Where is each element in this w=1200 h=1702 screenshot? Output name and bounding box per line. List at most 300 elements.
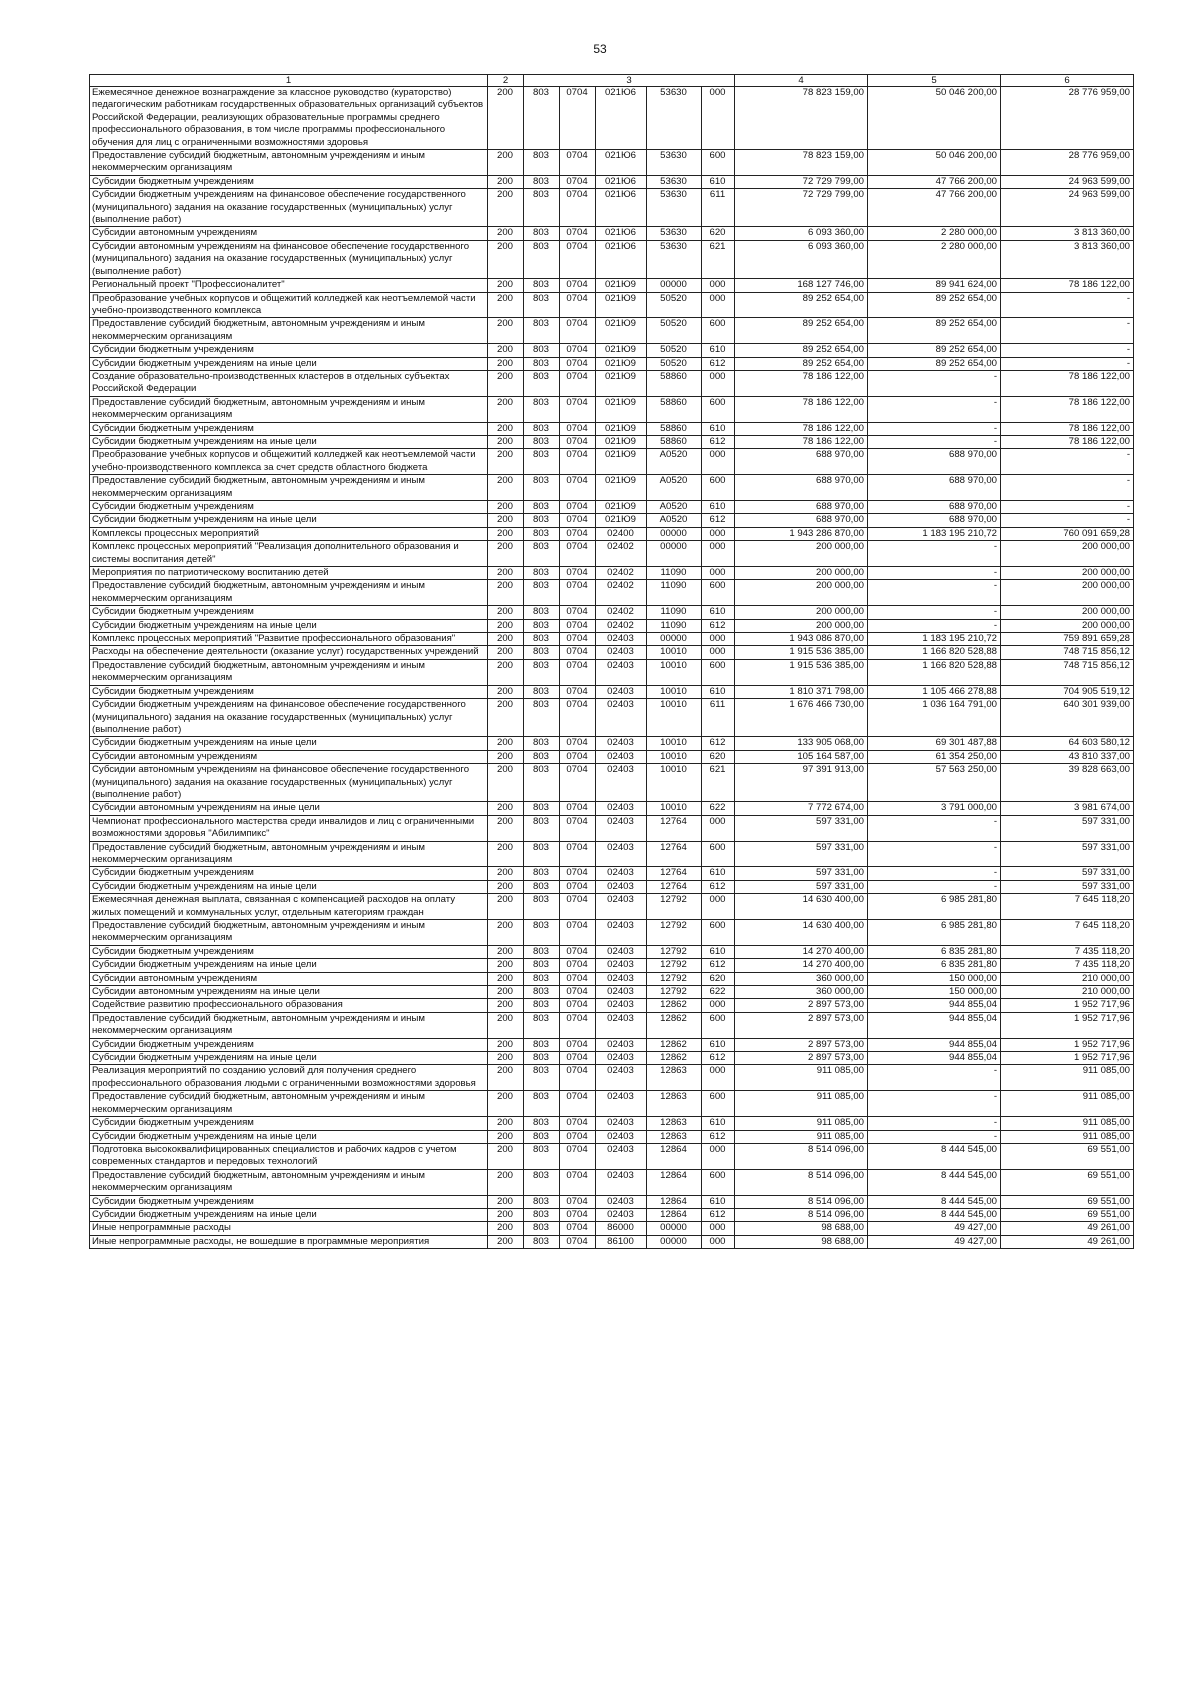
header-cell: 5 bbox=[868, 75, 1001, 87]
row-name: Субсидии бюджетным учреждениям bbox=[90, 1195, 488, 1208]
table-row bbox=[90, 318, 1134, 344]
code-program: 02403 bbox=[596, 1169, 647, 1195]
code-type: 600 bbox=[702, 841, 735, 867]
amount-col5: 1 183 195 210,72 bbox=[868, 527, 1001, 540]
code-program: 021Ю9 bbox=[596, 292, 647, 318]
table-row bbox=[90, 227, 1134, 240]
code-admin: 200 bbox=[488, 986, 524, 999]
amount-col6: 759 891 659,28 bbox=[1001, 633, 1134, 646]
code-type: 000 bbox=[702, 1065, 735, 1091]
table-row bbox=[90, 541, 1134, 567]
code-admin: 200 bbox=[488, 867, 524, 880]
amount-col6: 78 186 122,00 bbox=[1001, 422, 1134, 435]
code-direction: 12864 bbox=[647, 1169, 702, 1195]
amount-total: 78 823 159,00 bbox=[735, 150, 868, 176]
code-admin: 200 bbox=[488, 1065, 524, 1091]
row-name: Преобразование учебных корпусов и общежитий колледжей как неотъемлемой части учебно-производственного комплекса за счет средств областного бюджета bbox=[90, 449, 488, 475]
amount-col5: 89 941 624,00 bbox=[868, 279, 1001, 292]
code-type: 000 bbox=[702, 279, 735, 292]
amount-col6: 69 551,00 bbox=[1001, 1208, 1134, 1221]
amount-col5: - bbox=[868, 880, 1001, 893]
amount-col5: - bbox=[868, 1117, 1001, 1130]
table-row bbox=[90, 945, 1134, 958]
code-admin: 200 bbox=[488, 370, 524, 396]
code-admin: 200 bbox=[488, 475, 524, 501]
table-row bbox=[90, 802, 1134, 815]
amount-col5: 150 000,00 bbox=[868, 986, 1001, 999]
amount-col6: 200 000,00 bbox=[1001, 580, 1134, 606]
code-program: 02403 bbox=[596, 1208, 647, 1221]
code-program: 02403 bbox=[596, 1195, 647, 1208]
amount-total: 688 970,00 bbox=[735, 449, 868, 475]
amount-col6: 3 813 360,00 bbox=[1001, 240, 1134, 278]
amount-total: 6 093 360,00 bbox=[735, 240, 868, 278]
code-ministry: 803 bbox=[524, 475, 560, 501]
code-section: 0704 bbox=[560, 1117, 596, 1130]
amount-col6: 200 000,00 bbox=[1001, 541, 1134, 567]
amount-total: 1 915 536 385,00 bbox=[735, 646, 868, 659]
code-type: 612 bbox=[702, 737, 735, 750]
amount-col6: 911 085,00 bbox=[1001, 1130, 1134, 1143]
code-direction: 12792 bbox=[647, 972, 702, 985]
code-direction: 00000 bbox=[647, 633, 702, 646]
amount-col5: 688 970,00 bbox=[868, 449, 1001, 475]
table-row bbox=[90, 1117, 1134, 1130]
code-admin: 200 bbox=[488, 606, 524, 619]
row-name: Субсидии бюджетным учреждениям bbox=[90, 1038, 488, 1051]
code-admin: 200 bbox=[488, 1222, 524, 1235]
amount-total: 1 915 536 385,00 bbox=[735, 659, 868, 685]
row-name: Субсидии бюджетным учреждениям bbox=[90, 685, 488, 698]
code-direction: 12864 bbox=[647, 1195, 702, 1208]
amount-col5: - bbox=[868, 606, 1001, 619]
table-row bbox=[90, 867, 1134, 880]
code-admin: 200 bbox=[488, 737, 524, 750]
code-program: 02403 bbox=[596, 1012, 647, 1038]
code-direction: 10010 bbox=[647, 659, 702, 685]
code-type: 000 bbox=[702, 1235, 735, 1248]
amount-total: 200 000,00 bbox=[735, 567, 868, 580]
amount-total: 8 514 096,00 bbox=[735, 1195, 868, 1208]
code-type: 610 bbox=[702, 501, 735, 514]
code-section: 0704 bbox=[560, 150, 596, 176]
code-direction: 10010 bbox=[647, 685, 702, 698]
row-name: Субсидии бюджетным учреждениям на финансовое обеспечение государственного (муниципального) задания на оказание государственных (муниципальных) услуг (выполнение работ) bbox=[90, 189, 488, 227]
code-type: 600 bbox=[702, 580, 735, 606]
header-cell: 6 bbox=[1001, 75, 1134, 87]
amount-col6: 69 551,00 bbox=[1001, 1169, 1134, 1195]
code-section: 0704 bbox=[560, 279, 596, 292]
amount-col6: 49 261,00 bbox=[1001, 1235, 1134, 1248]
code-direction: 50520 bbox=[647, 344, 702, 357]
code-admin: 200 bbox=[488, 1235, 524, 1248]
amount-col6: 69 551,00 bbox=[1001, 1195, 1134, 1208]
code-ministry: 803 bbox=[524, 580, 560, 606]
code-direction: 10010 bbox=[647, 802, 702, 815]
code-section: 0704 bbox=[560, 606, 596, 619]
header-row bbox=[90, 75, 1134, 87]
code-direction: 12864 bbox=[647, 1143, 702, 1169]
amount-col5: - bbox=[868, 815, 1001, 841]
row-name: Субсидии бюджетным учреждениям на иные цели bbox=[90, 1208, 488, 1221]
amount-total: 97 391 913,00 bbox=[735, 764, 868, 802]
code-ministry: 803 bbox=[524, 370, 560, 396]
amount-col5: 89 252 654,00 bbox=[868, 344, 1001, 357]
code-admin: 200 bbox=[488, 580, 524, 606]
code-program: 021Ю6 bbox=[596, 227, 647, 240]
table-row bbox=[90, 1038, 1134, 1051]
code-direction: 12863 bbox=[647, 1130, 702, 1143]
table-row bbox=[90, 1222, 1134, 1235]
code-direction: 12764 bbox=[647, 815, 702, 841]
code-ministry: 803 bbox=[524, 527, 560, 540]
amount-total: 8 514 096,00 bbox=[735, 1208, 868, 1221]
code-program: 02403 bbox=[596, 815, 647, 841]
code-admin: 200 bbox=[488, 1038, 524, 1051]
amount-total: 360 000,00 bbox=[735, 986, 868, 999]
amount-col6: - bbox=[1001, 344, 1134, 357]
row-name: Реализация мероприятий по созданию условий для получения среднего профессионального образования людьми с ограниченными возможностями здоровья bbox=[90, 1065, 488, 1091]
code-direction: 58860 bbox=[647, 370, 702, 396]
code-admin: 200 bbox=[488, 514, 524, 527]
amount-total: 14 630 400,00 bbox=[735, 894, 868, 920]
code-type: 600 bbox=[702, 1091, 735, 1117]
amount-col5: - bbox=[868, 619, 1001, 632]
amount-col5: 49 427,00 bbox=[868, 1222, 1001, 1235]
code-type: 612 bbox=[702, 1052, 735, 1065]
amount-col5: 688 970,00 bbox=[868, 475, 1001, 501]
code-section: 0704 bbox=[560, 894, 596, 920]
amount-col6: - bbox=[1001, 475, 1134, 501]
amount-col5: 2 280 000,00 bbox=[868, 227, 1001, 240]
table-row bbox=[90, 959, 1134, 972]
row-name: Субсидии бюджетным учреждениям на иные цели bbox=[90, 1052, 488, 1065]
code-section: 0704 bbox=[560, 435, 596, 448]
amount-col6: 3 813 360,00 bbox=[1001, 227, 1134, 240]
row-name: Субсидии бюджетным учреждениям на иные цели bbox=[90, 880, 488, 893]
code-section: 0704 bbox=[560, 1091, 596, 1117]
amount-col6: 760 091 659,28 bbox=[1001, 527, 1134, 540]
code-program: 02403 bbox=[596, 880, 647, 893]
code-section: 0704 bbox=[560, 189, 596, 227]
table-row bbox=[90, 435, 1134, 448]
row-name: Субсидии автономным учреждениям bbox=[90, 227, 488, 240]
amount-total: 200 000,00 bbox=[735, 580, 868, 606]
amount-total: 98 688,00 bbox=[735, 1222, 868, 1235]
table-row bbox=[90, 1012, 1134, 1038]
code-section: 0704 bbox=[560, 659, 596, 685]
code-ministry: 803 bbox=[524, 567, 560, 580]
code-direction: 00000 bbox=[647, 1222, 702, 1235]
code-direction: 00000 bbox=[647, 1235, 702, 1248]
code-direction: 50520 bbox=[647, 357, 702, 370]
table-row bbox=[90, 1208, 1134, 1221]
amount-col5: - bbox=[868, 396, 1001, 422]
table-row bbox=[90, 1065, 1134, 1091]
code-admin: 200 bbox=[488, 1117, 524, 1130]
code-type: 610 bbox=[702, 606, 735, 619]
row-name: Субсидии бюджетным учреждениям bbox=[90, 501, 488, 514]
code-type: 620 bbox=[702, 972, 735, 985]
table-row bbox=[90, 986, 1134, 999]
amount-col6: 24 963 599,00 bbox=[1001, 175, 1134, 188]
table-row bbox=[90, 1130, 1134, 1143]
code-program: 02403 bbox=[596, 972, 647, 985]
amount-total: 2 897 573,00 bbox=[735, 1012, 868, 1038]
code-admin: 200 bbox=[488, 240, 524, 278]
code-program: 02403 bbox=[596, 1091, 647, 1117]
amount-total: 98 688,00 bbox=[735, 1235, 868, 1248]
amount-total: 688 970,00 bbox=[735, 501, 868, 514]
header-cell: 3 bbox=[524, 75, 735, 87]
code-admin: 200 bbox=[488, 357, 524, 370]
code-direction: 10010 bbox=[647, 699, 702, 737]
code-section: 0704 bbox=[560, 945, 596, 958]
code-admin: 200 bbox=[488, 189, 524, 227]
amount-total: 78 186 122,00 bbox=[735, 396, 868, 422]
code-admin: 200 bbox=[488, 227, 524, 240]
amount-col5: 61 354 250,00 bbox=[868, 750, 1001, 763]
amount-col6: 7 435 118,20 bbox=[1001, 945, 1134, 958]
amount-col5: - bbox=[868, 867, 1001, 880]
amount-col5: 944 855,04 bbox=[868, 1012, 1001, 1038]
code-program: 021Ю9 bbox=[596, 435, 647, 448]
amount-col5: 89 252 654,00 bbox=[868, 292, 1001, 318]
code-program: 021Ю9 bbox=[596, 475, 647, 501]
amount-total: 6 093 360,00 bbox=[735, 227, 868, 240]
amount-col6: 7 435 118,20 bbox=[1001, 959, 1134, 972]
code-direction: 11090 bbox=[647, 567, 702, 580]
code-program: 02403 bbox=[596, 959, 647, 972]
code-section: 0704 bbox=[560, 986, 596, 999]
amount-col5: - bbox=[868, 541, 1001, 567]
code-program: 02403 bbox=[596, 841, 647, 867]
row-name: Субсидии бюджетным учреждениям на иные цели bbox=[90, 959, 488, 972]
code-program: 02403 bbox=[596, 659, 647, 685]
table-row bbox=[90, 880, 1134, 893]
code-direction: 53630 bbox=[647, 227, 702, 240]
code-admin: 200 bbox=[488, 449, 524, 475]
code-section: 0704 bbox=[560, 737, 596, 750]
amount-col5: 89 252 654,00 bbox=[868, 318, 1001, 344]
row-name: Субсидии бюджетным учреждениям bbox=[90, 867, 488, 880]
amount-total: 1 676 466 730,00 bbox=[735, 699, 868, 737]
code-program: 021Ю6 bbox=[596, 150, 647, 176]
amount-col6: 7 645 118,20 bbox=[1001, 920, 1134, 946]
table-row bbox=[90, 646, 1134, 659]
amount-col5: 6 985 281,80 bbox=[868, 920, 1001, 946]
code-ministry: 803 bbox=[524, 867, 560, 880]
amount-col6: 597 331,00 bbox=[1001, 815, 1134, 841]
code-admin: 200 bbox=[488, 999, 524, 1012]
code-type: 610 bbox=[702, 344, 735, 357]
amount-col6: 597 331,00 bbox=[1001, 867, 1134, 880]
code-program: 02403 bbox=[596, 1130, 647, 1143]
amount-col5: - bbox=[868, 580, 1001, 606]
amount-col6: 200 000,00 bbox=[1001, 606, 1134, 619]
amount-col5: 89 252 654,00 bbox=[868, 357, 1001, 370]
code-section: 0704 bbox=[560, 880, 596, 893]
code-ministry: 803 bbox=[524, 541, 560, 567]
table-row bbox=[90, 422, 1134, 435]
code-admin: 200 bbox=[488, 894, 524, 920]
code-program: 021Ю9 bbox=[596, 279, 647, 292]
code-type: 000 bbox=[702, 292, 735, 318]
code-ministry: 803 bbox=[524, 619, 560, 632]
code-section: 0704 bbox=[560, 1143, 596, 1169]
code-program: 02403 bbox=[596, 737, 647, 750]
amount-col6: 200 000,00 bbox=[1001, 567, 1134, 580]
row-name: Субсидии автономным учреждениям bbox=[90, 972, 488, 985]
amount-total: 360 000,00 bbox=[735, 972, 868, 985]
amount-col6: 28 776 959,00 bbox=[1001, 87, 1134, 150]
amount-col5: 8 444 545,00 bbox=[868, 1169, 1001, 1195]
code-admin: 200 bbox=[488, 567, 524, 580]
table-row bbox=[90, 999, 1134, 1012]
code-admin: 200 bbox=[488, 1091, 524, 1117]
amount-total: 597 331,00 bbox=[735, 867, 868, 880]
table-row bbox=[90, 1091, 1134, 1117]
code-direction: А0520 bbox=[647, 449, 702, 475]
code-section: 0704 bbox=[560, 1012, 596, 1038]
code-ministry: 803 bbox=[524, 737, 560, 750]
code-direction: 11090 bbox=[647, 580, 702, 606]
code-type: 612 bbox=[702, 514, 735, 527]
amount-total: 14 270 400,00 bbox=[735, 945, 868, 958]
code-ministry: 803 bbox=[524, 514, 560, 527]
amount-total: 2 897 573,00 bbox=[735, 1038, 868, 1051]
amount-col5: - bbox=[868, 1130, 1001, 1143]
code-program: 02403 bbox=[596, 894, 647, 920]
amount-col6: 3 981 674,00 bbox=[1001, 802, 1134, 815]
table-row bbox=[90, 750, 1134, 763]
amount-col6: 78 186 122,00 bbox=[1001, 370, 1134, 396]
code-section: 0704 bbox=[560, 1208, 596, 1221]
code-program: 02400 bbox=[596, 527, 647, 540]
code-section: 0704 bbox=[560, 750, 596, 763]
code-direction: 10010 bbox=[647, 764, 702, 802]
code-ministry: 803 bbox=[524, 87, 560, 150]
amount-col6: 597 331,00 bbox=[1001, 880, 1134, 893]
amount-total: 7 772 674,00 bbox=[735, 802, 868, 815]
row-name: Субсидии автономным учреждениям на финансовое обеспечение государственного (муниципального) задания на оказание государственных (муниципальных) услуг (выполнение работ) bbox=[90, 240, 488, 278]
code-program: 02403 bbox=[596, 920, 647, 946]
code-type: 000 bbox=[702, 87, 735, 150]
code-ministry: 803 bbox=[524, 175, 560, 188]
amount-total: 911 085,00 bbox=[735, 1091, 868, 1117]
code-program: 02403 bbox=[596, 802, 647, 815]
amount-total: 133 905 068,00 bbox=[735, 737, 868, 750]
code-admin: 200 bbox=[488, 619, 524, 632]
table-row bbox=[90, 175, 1134, 188]
code-ministry: 803 bbox=[524, 841, 560, 867]
code-section: 0704 bbox=[560, 175, 596, 188]
table-row bbox=[90, 972, 1134, 985]
amount-col5: 8 444 545,00 bbox=[868, 1208, 1001, 1221]
code-admin: 200 bbox=[488, 802, 524, 815]
code-type: 610 bbox=[702, 1038, 735, 1051]
amount-total: 105 164 587,00 bbox=[735, 750, 868, 763]
code-admin: 200 bbox=[488, 685, 524, 698]
header-cell: 4 bbox=[735, 75, 868, 87]
code-section: 0704 bbox=[560, 646, 596, 659]
code-ministry: 803 bbox=[524, 1169, 560, 1195]
table-row bbox=[90, 475, 1134, 501]
table-row bbox=[90, 292, 1134, 318]
code-admin: 200 bbox=[488, 318, 524, 344]
code-type: 622 bbox=[702, 986, 735, 999]
amount-col5: 47 766 200,00 bbox=[868, 189, 1001, 227]
amount-col6: 1 952 717,96 bbox=[1001, 1052, 1134, 1065]
table-row bbox=[90, 764, 1134, 802]
code-direction: 12862 bbox=[647, 999, 702, 1012]
row-name: Комплекс процессных мероприятий "Реализация дополнительного образования и системы воспитания детей" bbox=[90, 541, 488, 567]
row-name: Иные непрограммные расходы bbox=[90, 1222, 488, 1235]
table-row bbox=[90, 659, 1134, 685]
row-name: Субсидии автономным учреждениям на иные цели bbox=[90, 986, 488, 999]
code-admin: 200 bbox=[488, 841, 524, 867]
code-type: 000 bbox=[702, 449, 735, 475]
code-section: 0704 bbox=[560, 999, 596, 1012]
code-section: 0704 bbox=[560, 344, 596, 357]
code-type: 610 bbox=[702, 1195, 735, 1208]
code-type: 620 bbox=[702, 750, 735, 763]
code-direction: 12764 bbox=[647, 880, 702, 893]
table-row bbox=[90, 501, 1134, 514]
table-row bbox=[90, 396, 1134, 422]
code-section: 0704 bbox=[560, 1235, 596, 1248]
code-admin: 200 bbox=[488, 750, 524, 763]
code-direction: 12863 bbox=[647, 1065, 702, 1091]
table-row bbox=[90, 1143, 1134, 1169]
row-name: Субсидии бюджетным учреждениям bbox=[90, 606, 488, 619]
code-ministry: 803 bbox=[524, 750, 560, 763]
amount-col5: - bbox=[868, 1091, 1001, 1117]
code-direction: 53630 bbox=[647, 175, 702, 188]
amount-col5: 3 791 000,00 bbox=[868, 802, 1001, 815]
code-program: 02403 bbox=[596, 750, 647, 763]
code-direction: 10010 bbox=[647, 737, 702, 750]
code-admin: 200 bbox=[488, 527, 524, 540]
code-admin: 200 bbox=[488, 646, 524, 659]
row-name: Субсидии бюджетным учреждениям на иные цели bbox=[90, 619, 488, 632]
amount-col6: 1 952 717,96 bbox=[1001, 1012, 1134, 1038]
row-name: Мероприятия по патриотическому воспитанию детей bbox=[90, 567, 488, 580]
code-ministry: 803 bbox=[524, 1012, 560, 1038]
row-name: Субсидии бюджетным учреждениям bbox=[90, 1117, 488, 1130]
code-ministry: 803 bbox=[524, 227, 560, 240]
code-ministry: 803 bbox=[524, 396, 560, 422]
code-direction: 53630 bbox=[647, 189, 702, 227]
code-direction: 10010 bbox=[647, 646, 702, 659]
code-ministry: 803 bbox=[524, 959, 560, 972]
amount-col5: 50 046 200,00 bbox=[868, 150, 1001, 176]
code-ministry: 803 bbox=[524, 880, 560, 893]
code-admin: 200 bbox=[488, 659, 524, 685]
code-program: 021Ю9 bbox=[596, 370, 647, 396]
code-ministry: 803 bbox=[524, 1091, 560, 1117]
code-type: 611 bbox=[702, 189, 735, 227]
code-section: 0704 bbox=[560, 396, 596, 422]
table-row bbox=[90, 1052, 1134, 1065]
amount-total: 911 085,00 bbox=[735, 1065, 868, 1091]
code-type: 000 bbox=[702, 646, 735, 659]
code-type: 600 bbox=[702, 1169, 735, 1195]
code-program: 02403 bbox=[596, 685, 647, 698]
code-program: 02403 bbox=[596, 764, 647, 802]
amount-col6: 597 331,00 bbox=[1001, 841, 1134, 867]
code-admin: 200 bbox=[488, 396, 524, 422]
